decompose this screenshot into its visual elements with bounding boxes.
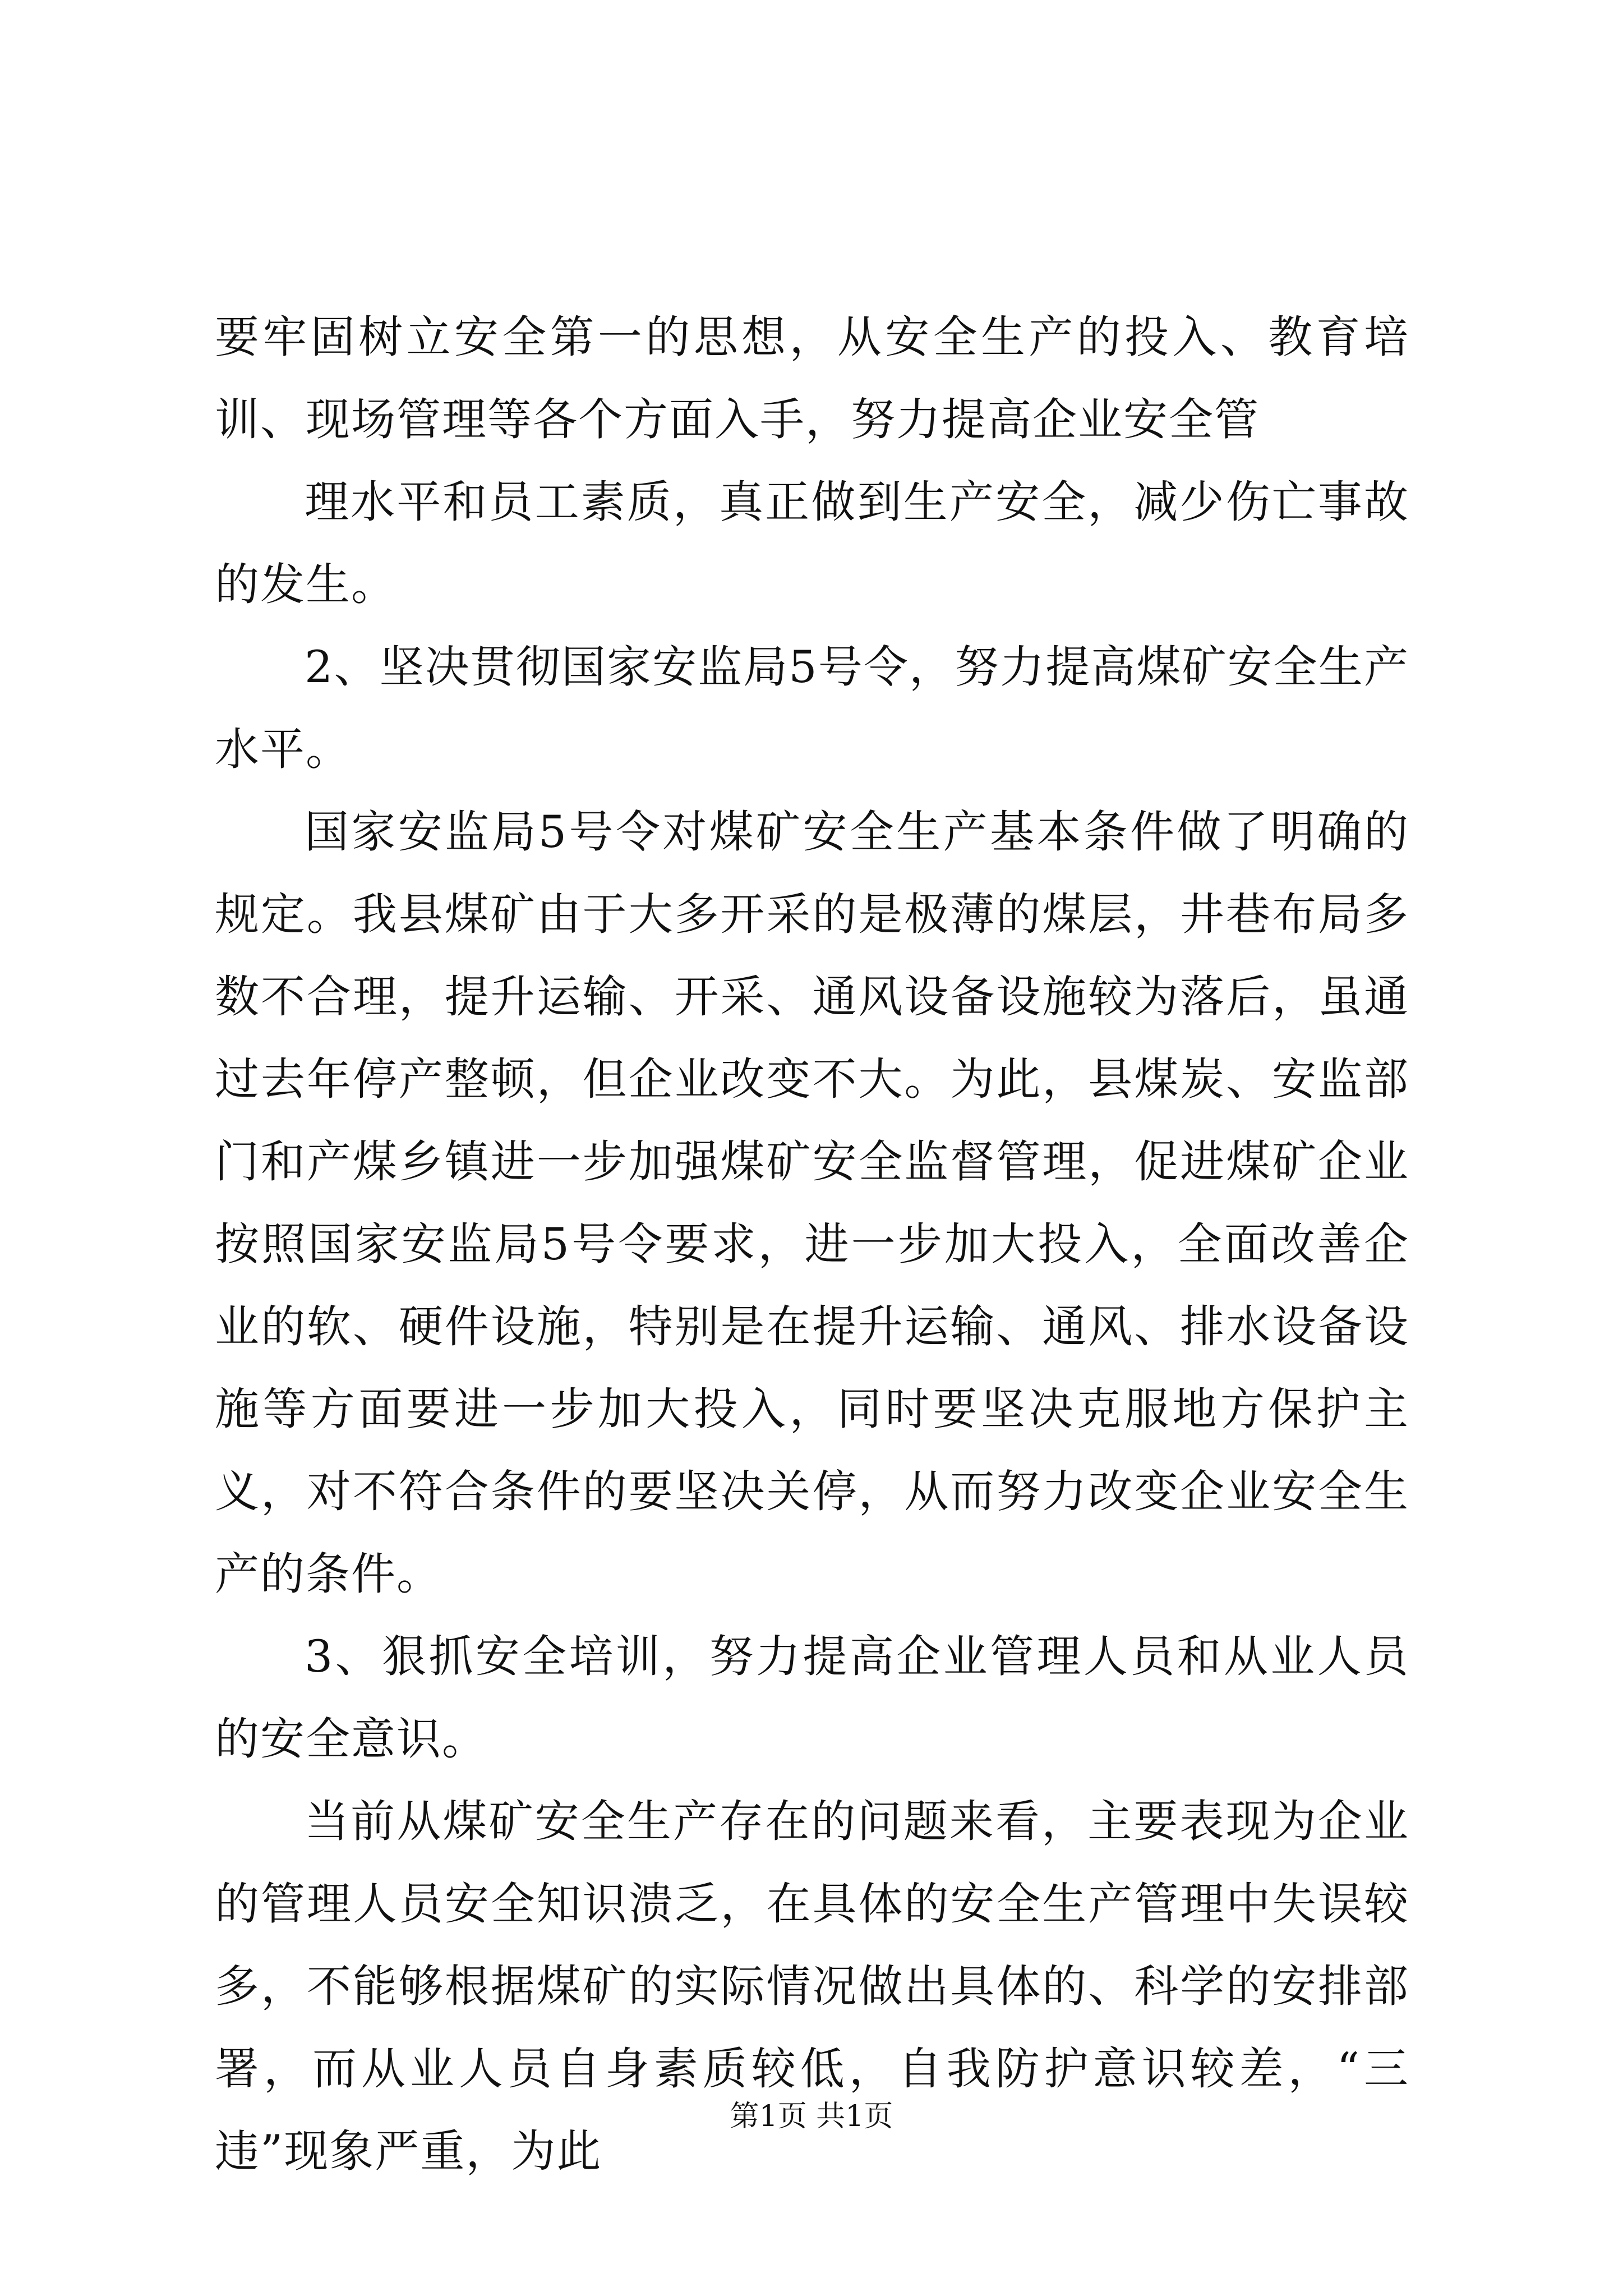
paragraph-6: 当前从煤矿安全生产存在的问题来看，主要表现为企业的管理人员安全知识溃乏，在具体的安全生产管理中失误较多，不能够根据煤矿的实际情况做出具体的、科学的安排部署，而从业人员自身素质较低，自我防护意识较差，“三违”现象严重，为此	[215, 1796, 1409, 2177]
paragraph-3-heading: 2、坚决贯彻国家安监局5号令，努力提高煤矿安全生产水平。	[215, 641, 1409, 775]
paragraph-1: 要牢固树立安全第一的思想，从安全生产的投入、教育培训、现场管理等各个方面入手，努力提高企业安全管	[215, 311, 1409, 445]
document-body	[215, 296, 1409, 2193]
paragraph-2: 理水平和员工素质，真正做到生产安全，减少伤亡事故的发生。	[215, 476, 1409, 610]
paragraph-4: 国家安监局5号令对煤矿安全生产基本条件做了明确的规定。我县煤矿由于大多开采的是极薄的煤层，井巷布局多数不合理，提升运输、开采、通风设备设施较为落后，虽通过去年停产整顿，但企业改变不大。为此，县煤炭、安监部门和产煤乡镇进一步加强煤矿安全监督管理，促进煤矿企业按照国家安监局5号令要求，进一步加大投入，全面改善企业的软、硬件设施，特别是在提升运输、通风、排水设备设施等方面要进一步加大投入，同时要坚决克服地方保护主义，对不符合条件的要坚决关停，从而努力改变企业安全生产的条件。	[215, 806, 1409, 1600]
paragraph-5-heading: 3、狠抓安全培训，努力提高企业管理人员和从业人员的安全意识。	[215, 1631, 1409, 1765]
page-footer: 第1页 共1页	[730, 2100, 893, 2133]
